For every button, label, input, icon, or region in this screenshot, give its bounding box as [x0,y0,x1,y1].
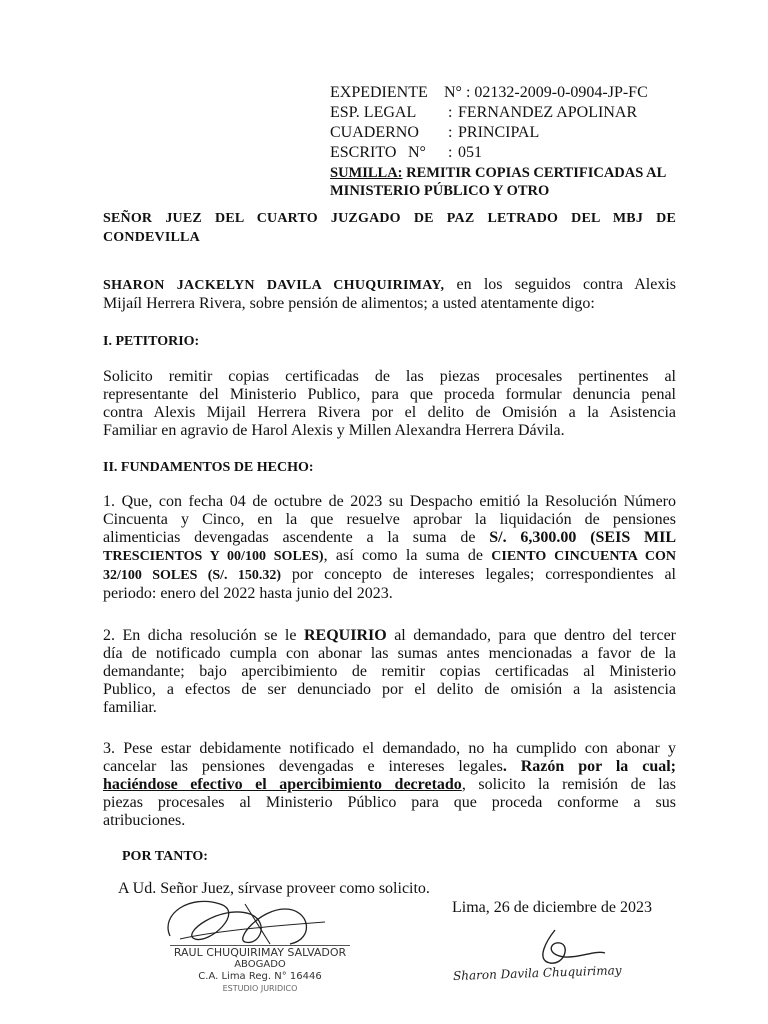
intro-line2: Mijaíl Herrera Rivera, sobre pensión de alimentos; a usted atentamente digo: [103,295,595,312]
amount-interest: 32/100 SOLES (S/. 150.32) [103,568,282,583]
petitioner-name: SHARON JACKELYN DAVILA CHUQUIRIMAY, [103,278,445,293]
cuaderno-label: CUADERNO [330,124,419,141]
client-signature: Sharon Davila Chuquirimay [452,963,622,984]
sumilla-line2: MINISTERIO PÚBLICO Y OTRO [330,183,550,199]
addressee [103,209,676,247]
expediente-value: 02132-2009-0-0904-JP-FC [474,84,648,101]
cuaderno-row: CUADERNO : PRINCIPAL [330,124,540,141]
escrito-label: ESCRITO [330,144,397,161]
sumilla-line1: REMITIR COPIAS CERTIFICADAS AL [406,165,667,181]
lawyer-stamp-reg: C.A. Lima Reg. N° 16446 [198,971,322,982]
intro-paragraph [103,276,676,313]
fundamento-2: 2. En dicha resolución se le REQUIRIO al demandado, para que dentro del tercer día de notificado cumpla con abonar las sumas antes mencionadas a favor de la demandante; bajo apercibimiento de remitir copias certificadas al Ministerio Publico, a efectos de ser denunciado por el delito de omisión a la asistencia familiar. [103,627,676,716]
apercibimiento-text: haciéndose efectivo el apercibimiento decretado [103,776,462,793]
escrito-mark: N° [408,144,426,161]
expediente-row [330,83,690,103]
sumilla [330,164,690,200]
closing-request: A Ud. Señor Juez, sírvase proveer como solicito. [118,880,430,897]
por-tanto: POR TANTO: [122,849,208,864]
fundamentos-heading: II. FUNDAMENTOS DE HECHO: [103,460,314,475]
case-header [330,83,690,200]
document-date: Lima, 26 de diciembre de 2023 [452,899,652,916]
intro-line1: en los seguidos contra Alexis [444,276,677,293]
esp-legal-row: ESP. LEGAL : FERNANDEZ APOLINAR [330,104,638,121]
lawyer-stamp-name: RAUL CHUQUIRIMAY SALVADOR [170,945,350,959]
lawyer-stamp-title: ABOGADO [234,959,286,970]
escrito-value: 051 [458,144,482,161]
cuaderno-value: PRINCIPAL [458,124,540,141]
petitorio-paragraph: Solicito remitir copias certificadas de las piezas procesales pertinentes al representante del Ministerio Publico, para que proceda formular denuncia penal contra Alexis Mijail Herrera Rivera por el delito de Omisión a la Asistencia Familiar en agravio de Harol Alexis y Millen Alexandra Herrera Dávila. [103,368,676,439]
escrito-row: ESCRITO N° : 051 [330,144,482,161]
addressee-line2: CONDEVILLA [103,230,200,245]
esp-legal-value: FERNANDEZ APOLINAR [458,104,638,121]
esp-legal-label: ESP. LEGAL [330,104,417,121]
addressee-line1: SEÑOR JUEZ DEL CUARTO JUZGADO DE PAZ LETRADO DEL MBJ DE [103,211,676,226]
expediente-mark: N° : [444,84,471,101]
lawyer-stamp-firm: ESTUDIO JURIDICO [222,984,298,993]
amount-pensions: S/. 6,300.00 (SEIS MIL [489,529,677,546]
sumilla-key: SUMILLA: [330,165,403,181]
requirio-text: REQUIRIO [304,627,387,644]
fundamento-3: 3. Pese estar debidamente notificado el demandado, no ha cumplido con abonar y cancelar las pensiones devengadas e intereses legales. Razón por la cual; haciéndose efectivo el apercibimiento decretado, solicito la remisión de las piezas procesales al Ministerio Público para que proceda conforme a sus atribuciones. [103,740,677,829]
petitorio-heading: I. PETITORIO: [103,334,200,349]
expediente-label: EXPEDIENTE [330,84,428,101]
lawyer-stamp [170,945,350,995]
fundamento-1: 1. Que, con fecha 04 de octubre de 2023 su Despacho emitió la Resolución Número Cincuenta y Cinco, en la que resuelve aprobar la liquidación de pensiones alimenticias devengadas ascendente a la suma de S/. 6,300.00 (SEIS MIL TRESCIENTOS Y 00/100 SOLES), así como la suma de CIENTO CINCUENTA CON 32/100 SOLES (S/. 150.32) por concepto de intereses legales; correspondientes al periodo: enero del 2022 hasta junio del 2023. [103,493,677,602]
